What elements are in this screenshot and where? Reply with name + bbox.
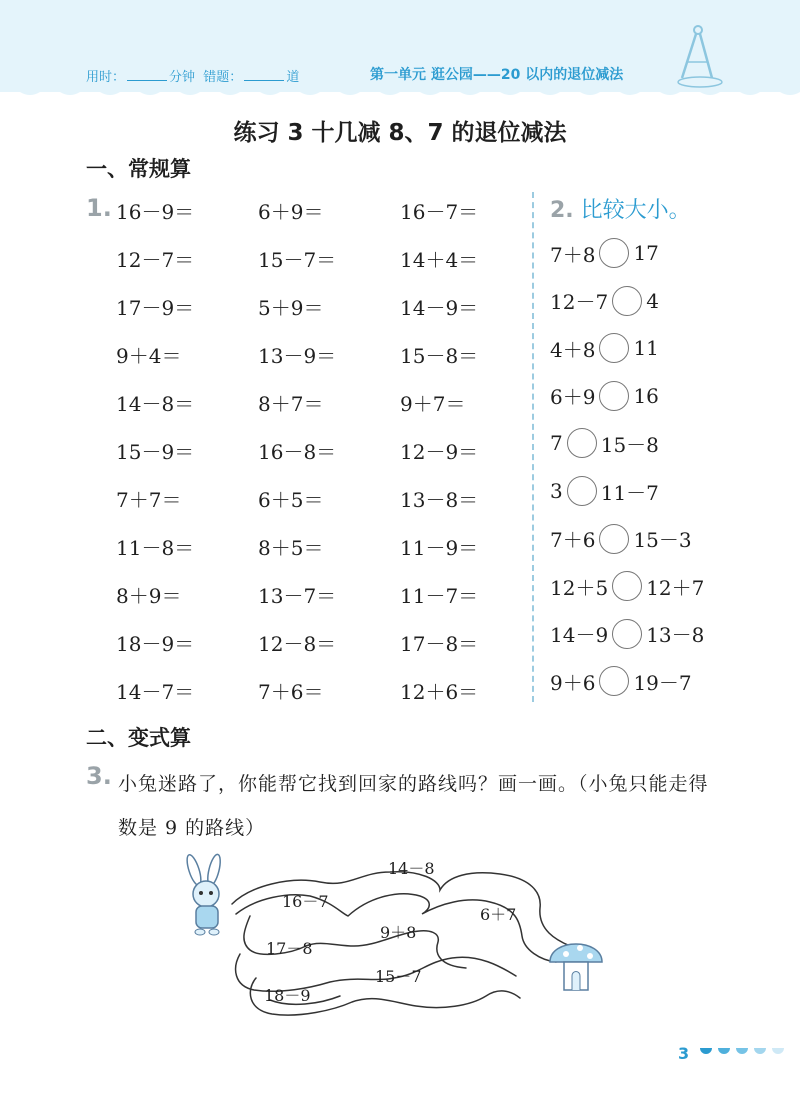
answer-circle[interactable] [612, 619, 642, 649]
answer-circle[interactable] [599, 524, 629, 554]
compare-item [550, 428, 659, 458]
compare-right: 15－8 [600, 432, 659, 457]
arithmetic-problem: 13－7＝ [258, 584, 337, 608]
arithmetic-problem: 18－9＝ [116, 632, 195, 656]
minutes-label: 分钟 [169, 70, 196, 85]
compare-right: 17 [633, 241, 659, 265]
arithmetic-problem: 5＋9＝ [258, 296, 324, 320]
answer-circle[interactable] [599, 381, 629, 411]
maze-label: 15－7 [375, 967, 422, 986]
arithmetic-problem: 16－8＝ [258, 440, 337, 464]
arithmetic-problem: 15－8＝ [400, 344, 479, 368]
arithmetic-problem: 12－9＝ [400, 440, 479, 464]
answer-circle[interactable] [567, 476, 597, 506]
compare-item [550, 476, 659, 506]
errors-blank[interactable] [244, 68, 284, 81]
compare-left: 12－7 [550, 290, 609, 315]
maze-label: 14－8 [388, 859, 435, 878]
compass-icon [664, 24, 724, 88]
arithmetic-problem: 7＋6＝ [258, 680, 324, 704]
compare-right: 13－8 [646, 623, 705, 648]
arithmetic-problem: 14－8＝ [116, 392, 195, 416]
count-label: 道 [286, 70, 300, 85]
compare-item [550, 333, 659, 363]
header-time-errors [86, 66, 299, 85]
compare-right: 4 [646, 288, 659, 313]
errors-label: 错题： [203, 70, 243, 85]
arithmetic-problem: 6＋5＝ [258, 488, 324, 512]
arithmetic-problem: 6＋9＝ [258, 200, 324, 224]
section1-heading: 一、常规算 [86, 157, 191, 181]
arithmetic-problem: 9＋7＝ [400, 392, 466, 416]
q2-number: 2. [550, 198, 574, 223]
arithmetic-problem: 17－8＝ [400, 632, 479, 656]
compare-item [550, 238, 659, 268]
arithmetic-problem: 14＋4＝ [400, 248, 479, 272]
maze-label: 6＋7 [480, 905, 517, 924]
maze-label: 17－8 [266, 939, 313, 958]
compare-right: 19－7 [633, 670, 692, 695]
page-dots-decoration [696, 1046, 792, 1060]
arithmetic-problem: 12－8＝ [258, 632, 337, 656]
compare-right: 15－3 [633, 528, 692, 553]
column-divider [532, 192, 534, 702]
answer-circle[interactable] [612, 286, 642, 316]
time-blank[interactable] [127, 68, 167, 81]
compare-left: 4＋8 [550, 337, 596, 362]
arithmetic-problem: 8＋7＝ [258, 392, 324, 416]
page-title: 练习 3 十几减 8、7 的退位减法 [233, 120, 567, 146]
arithmetic-problem: 8＋9＝ [116, 584, 182, 608]
arithmetic-problem: 14－9＝ [400, 296, 479, 320]
q2-heading [550, 193, 691, 224]
maze-label: 18－9 [264, 986, 311, 1005]
q2-title: 比较大小。 [580, 198, 691, 223]
arithmetic-problem: 12＋6＝ [400, 680, 479, 704]
answer-circle[interactable] [599, 333, 629, 363]
arithmetic-problem: 16－7＝ [400, 200, 479, 224]
arithmetic-problem: 7＋7＝ [116, 488, 182, 512]
q3-number: 3. [86, 762, 112, 790]
arithmetic-problem: 14－7＝ [116, 680, 195, 704]
arithmetic-problem: 11－8＝ [116, 536, 195, 560]
q1-number: 1. [86, 194, 112, 222]
answer-circle[interactable] [599, 238, 629, 268]
compare-item [550, 381, 659, 411]
compare-left: 14－9 [550, 623, 609, 648]
arithmetic-problem: 16－9＝ [116, 200, 195, 224]
compare-item [550, 619, 704, 649]
arithmetic-problem: 12－7＝ [116, 248, 195, 272]
maze-label: 16－7 [282, 892, 329, 911]
compare-left: 9＋6 [550, 670, 596, 695]
compare-item [550, 286, 659, 316]
section2-heading: 二、变式算 [86, 726, 191, 750]
q3-text: 小兔迷路了，你能帮它找到回家的路线吗？画一画。（小兔只能走得数是 9 的路线） [118, 773, 709, 839]
compare-item [550, 571, 704, 601]
arithmetic-problem: 8＋5＝ [258, 536, 324, 560]
compare-left: 7＋8 [550, 242, 596, 267]
compare-left: 12＋5 [550, 575, 609, 600]
arithmetic-problem: 13－8＝ [400, 488, 479, 512]
arithmetic-problem: 15－7＝ [258, 248, 337, 272]
compare-right: 11－7 [600, 480, 659, 505]
compare-left: 3 [550, 479, 563, 503]
arithmetic-problem: 15－9＝ [116, 440, 195, 464]
compare-right: 11 [633, 336, 659, 361]
compare-item [550, 666, 692, 696]
time-label: 用时： [86, 70, 126, 85]
maze-label: 9＋8 [380, 923, 417, 942]
arithmetic-problem: 11－9＝ [400, 536, 479, 560]
compare-left: 6＋9 [550, 385, 596, 410]
bunny-icon [184, 853, 222, 935]
answer-circle[interactable] [599, 666, 629, 696]
compare-left: 7 [550, 431, 563, 456]
page-number: 3 [678, 1044, 690, 1063]
compare-item [550, 524, 692, 554]
arithmetic-problem: 9＋4＝ [116, 344, 182, 368]
arithmetic-problem: 13－9＝ [258, 344, 337, 368]
compare-right: 12＋7 [646, 575, 705, 600]
mushroom-house-icon [550, 944, 602, 990]
answer-circle[interactable] [612, 571, 642, 601]
compare-right: 16 [633, 383, 659, 408]
unit-title: 第一单元 逛公园——20 以内的退位减法 [370, 67, 624, 83]
answer-circle[interactable] [567, 428, 597, 458]
header-wave [0, 86, 800, 102]
arithmetic-problem: 17－9＝ [116, 296, 195, 320]
arithmetic-problem: 11－7＝ [400, 584, 479, 608]
compare-left: 7＋6 [550, 528, 596, 553]
